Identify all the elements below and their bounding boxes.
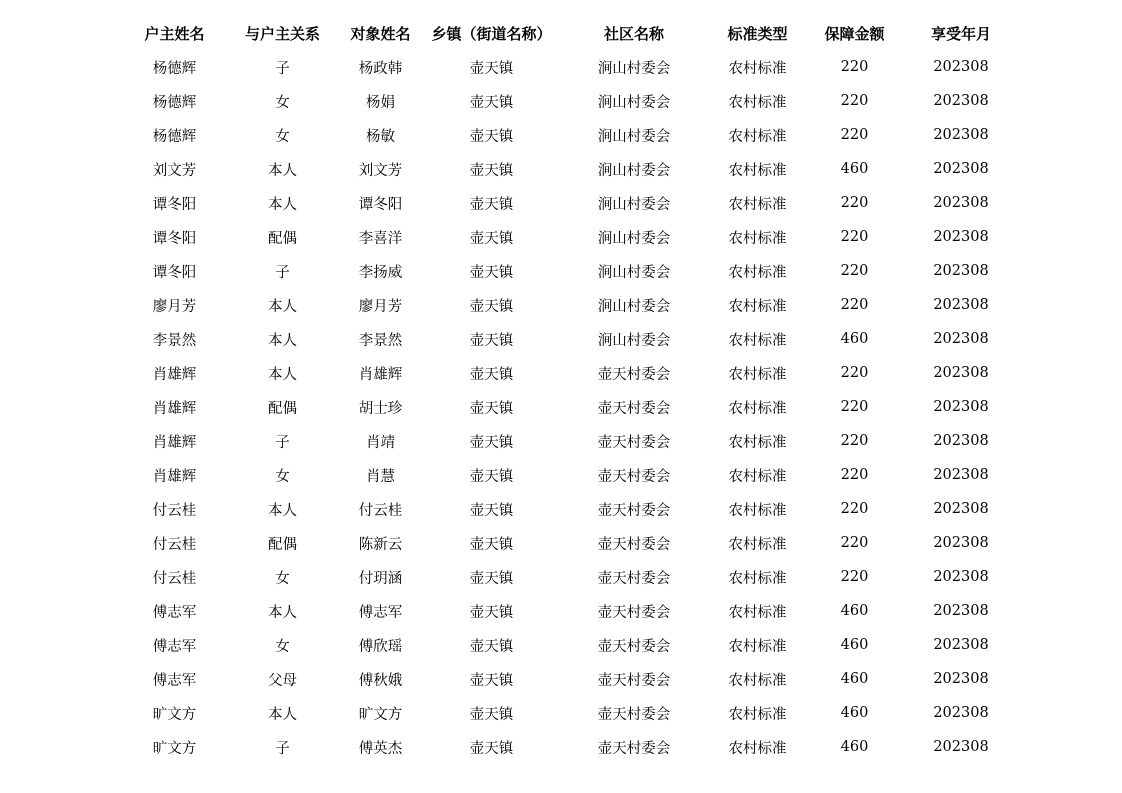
cell-household-head-name: 傅志军 xyxy=(152,604,197,621)
cell-standard-type: 农村标准 xyxy=(728,740,787,757)
cell-standard-type: 农村标准 xyxy=(728,706,787,723)
cell-township: 壶天镇 xyxy=(469,740,514,757)
cell-recipient-name: 廖月芳 xyxy=(358,298,403,315)
header-row xyxy=(118,16,1016,50)
table-row xyxy=(118,186,1016,220)
cell-community-name: 壶天村委会 xyxy=(597,672,671,689)
cell-household-head-name: 傅志军 xyxy=(152,638,197,655)
cell-recipient-name: 肖慧 xyxy=(366,468,395,485)
cell-standard-type: 农村标准 xyxy=(728,162,787,179)
cell-township: 壶天镇 xyxy=(469,604,514,621)
column-header-standard-type: 标准类型 xyxy=(727,24,788,43)
cell-benefit-amount: 460 xyxy=(840,603,869,619)
cell-recipient-name: 傅秋娥 xyxy=(358,672,403,689)
cell-relation-to-head: 本人 xyxy=(268,298,297,315)
cell-standard-type: 农村标准 xyxy=(728,94,787,111)
cell-standard-type: 农村标准 xyxy=(728,502,787,519)
cell-household-head-name: 付云桂 xyxy=(152,570,197,587)
table-row xyxy=(118,356,1016,390)
cell-standard-type: 农村标准 xyxy=(728,332,787,349)
cell-benefit-month: 202308 xyxy=(933,331,989,347)
cell-benefit-amount: 460 xyxy=(840,739,869,755)
cell-benefit-amount: 460 xyxy=(840,637,869,653)
cell-recipient-name: 李扬威 xyxy=(358,264,403,281)
cell-township: 壶天镇 xyxy=(469,60,514,77)
cell-standard-type: 农村标准 xyxy=(728,570,787,587)
cell-recipient-name: 肖雄辉 xyxy=(358,366,403,383)
cell-benefit-month: 202308 xyxy=(933,569,989,585)
cell-benefit-amount: 220 xyxy=(840,501,869,517)
cell-benefit-amount: 220 xyxy=(840,195,869,211)
cell-community-name: 壶天村委会 xyxy=(597,740,671,757)
cell-household-head-name: 肖雄辉 xyxy=(152,434,197,451)
cell-community-name: 壶天村委会 xyxy=(597,536,671,553)
cell-household-head-name: 谭冬阳 xyxy=(152,264,197,281)
cell-community-name: 涧山村委会 xyxy=(597,60,671,77)
cell-community-name: 涧山村委会 xyxy=(597,196,671,213)
cell-benefit-amount: 220 xyxy=(840,59,869,75)
cell-benefit-amount: 220 xyxy=(840,433,869,449)
cell-benefit-month: 202308 xyxy=(933,671,989,687)
cell-household-head-name: 谭冬阳 xyxy=(152,230,197,247)
cell-standard-type: 农村标准 xyxy=(728,672,787,689)
cell-standard-type: 农村标准 xyxy=(728,128,787,145)
cell-recipient-name: 傅志军 xyxy=(358,604,403,621)
table-row xyxy=(118,662,1016,696)
cell-household-head-name: 旷文方 xyxy=(152,740,197,757)
table-row xyxy=(118,152,1016,186)
table-row xyxy=(118,220,1016,254)
cell-household-head-name: 傅志军 xyxy=(152,672,197,689)
cell-relation-to-head: 本人 xyxy=(268,196,297,213)
cell-relation-to-head: 配偶 xyxy=(268,230,297,247)
cell-recipient-name: 李喜洋 xyxy=(358,230,403,247)
cell-community-name: 涧山村委会 xyxy=(597,230,671,247)
cell-community-name: 涧山村委会 xyxy=(597,264,671,281)
cell-standard-type: 农村标准 xyxy=(728,536,787,553)
table-row xyxy=(118,424,1016,458)
cell-community-name: 壶天村委会 xyxy=(597,400,671,417)
table-row xyxy=(118,254,1016,288)
column-header-township: 乡镇（街道名称） xyxy=(431,24,552,43)
cell-benefit-month: 202308 xyxy=(933,365,989,381)
cell-recipient-name: 傅欣瑶 xyxy=(358,638,403,655)
column-header-recipient-name: 对象姓名 xyxy=(350,24,411,43)
cell-standard-type: 农村标准 xyxy=(728,298,787,315)
cell-benefit-month: 202308 xyxy=(933,433,989,449)
cell-household-head-name: 刘文芳 xyxy=(152,162,197,179)
cell-household-head-name: 付云桂 xyxy=(152,536,197,553)
cell-township: 壶天镇 xyxy=(469,264,514,281)
cell-relation-to-head: 子 xyxy=(275,264,290,281)
cell-benefit-month: 202308 xyxy=(933,127,989,143)
cell-recipient-name: 付云桂 xyxy=(358,502,403,519)
cell-benefit-amount: 220 xyxy=(840,467,869,483)
table-row xyxy=(118,730,1016,764)
cell-standard-type: 农村标准 xyxy=(728,400,787,417)
cell-benefit-month: 202308 xyxy=(933,467,989,483)
table-row xyxy=(118,50,1016,84)
cell-township: 壶天镇 xyxy=(469,570,514,587)
cell-benefit-amount: 220 xyxy=(840,263,869,279)
cell-benefit-amount: 220 xyxy=(840,229,869,245)
cell-household-head-name: 肖雄辉 xyxy=(152,366,197,383)
cell-community-name: 涧山村委会 xyxy=(597,162,671,179)
cell-recipient-name: 谭冬阳 xyxy=(358,196,403,213)
cell-relation-to-head: 女 xyxy=(275,128,290,145)
cell-recipient-name: 陈新云 xyxy=(358,536,403,553)
cell-relation-to-head: 本人 xyxy=(268,162,297,179)
cell-relation-to-head: 子 xyxy=(275,740,290,757)
benefit-roster-table xyxy=(118,16,1016,764)
cell-community-name: 涧山村委会 xyxy=(597,298,671,315)
cell-benefit-month: 202308 xyxy=(933,399,989,415)
cell-benefit-month: 202308 xyxy=(933,535,989,551)
cell-relation-to-head: 父母 xyxy=(268,672,297,689)
table-row xyxy=(118,458,1016,492)
cell-benefit-amount: 220 xyxy=(840,127,869,143)
cell-township: 壶天镇 xyxy=(469,162,514,179)
cell-household-head-name: 旷文方 xyxy=(152,706,197,723)
cell-relation-to-head: 本人 xyxy=(268,502,297,519)
cell-township: 壶天镇 xyxy=(469,706,514,723)
table-header xyxy=(118,16,1016,50)
cell-household-head-name: 杨德辉 xyxy=(152,128,197,145)
cell-benefit-month: 202308 xyxy=(933,229,989,245)
cell-recipient-name: 胡士珍 xyxy=(358,400,403,417)
table-row xyxy=(118,118,1016,152)
cell-community-name: 壶天村委会 xyxy=(597,468,671,485)
cell-township: 壶天镇 xyxy=(469,502,514,519)
cell-township: 壶天镇 xyxy=(469,196,514,213)
cell-community-name: 壶天村委会 xyxy=(597,502,671,519)
cell-community-name: 涧山村委会 xyxy=(597,94,671,111)
cell-household-head-name: 付云桂 xyxy=(152,502,197,519)
cell-household-head-name: 谭冬阳 xyxy=(152,196,197,213)
cell-recipient-name: 刘文芳 xyxy=(358,162,403,179)
table-row xyxy=(118,492,1016,526)
cell-benefit-amount: 460 xyxy=(840,705,869,721)
cell-relation-to-head: 子 xyxy=(275,60,290,77)
table-row xyxy=(118,84,1016,118)
cell-community-name: 壶天村委会 xyxy=(597,638,671,655)
cell-relation-to-head: 女 xyxy=(275,638,290,655)
cell-relation-to-head: 女 xyxy=(275,570,290,587)
cell-community-name: 涧山村委会 xyxy=(597,128,671,145)
cell-benefit-amount: 220 xyxy=(840,535,869,551)
cell-benefit-amount: 460 xyxy=(840,331,869,347)
cell-household-head-name: 杨德辉 xyxy=(152,60,197,77)
table-row xyxy=(118,696,1016,730)
cell-benefit-month: 202308 xyxy=(933,161,989,177)
cell-standard-type: 农村标准 xyxy=(728,468,787,485)
cell-standard-type: 农村标准 xyxy=(728,604,787,621)
cell-benefit-amount: 220 xyxy=(840,297,869,313)
cell-township: 壶天镇 xyxy=(469,468,514,485)
column-header-relation-to-head: 与户主关系 xyxy=(244,24,320,43)
cell-township: 壶天镇 xyxy=(469,94,514,111)
cell-relation-to-head: 配偶 xyxy=(268,536,297,553)
cell-benefit-amount: 220 xyxy=(840,93,869,109)
cell-relation-to-head: 女 xyxy=(275,468,290,485)
column-header-community-name: 社区名称 xyxy=(603,24,664,43)
cell-township: 壶天镇 xyxy=(469,638,514,655)
cell-benefit-month: 202308 xyxy=(933,501,989,517)
cell-benefit-month: 202308 xyxy=(933,297,989,313)
cell-relation-to-head: 本人 xyxy=(268,604,297,621)
cell-standard-type: 农村标准 xyxy=(728,264,787,281)
cell-benefit-month: 202308 xyxy=(933,263,989,279)
cell-township: 壶天镇 xyxy=(469,400,514,417)
cell-recipient-name: 李景然 xyxy=(358,332,403,349)
cell-recipient-name: 杨娟 xyxy=(366,94,395,111)
table-row xyxy=(118,288,1016,322)
cell-community-name: 壶天村委会 xyxy=(597,434,671,451)
cell-township: 壶天镇 xyxy=(469,434,514,451)
cell-benefit-amount: 220 xyxy=(840,569,869,585)
cell-benefit-month: 202308 xyxy=(933,603,989,619)
cell-recipient-name: 旷文方 xyxy=(358,706,403,723)
cell-recipient-name: 杨政韩 xyxy=(358,60,403,77)
cell-household-head-name: 杨德辉 xyxy=(152,94,197,111)
cell-recipient-name: 付玥涵 xyxy=(358,570,403,587)
table-row xyxy=(118,322,1016,356)
cell-recipient-name: 杨敏 xyxy=(366,128,395,145)
cell-relation-to-head: 子 xyxy=(275,434,290,451)
cell-benefit-month: 202308 xyxy=(933,739,989,755)
cell-standard-type: 农村标准 xyxy=(728,196,787,213)
cell-community-name: 壶天村委会 xyxy=(597,604,671,621)
column-header-household-head-name: 户主姓名 xyxy=(144,24,205,43)
table-body xyxy=(118,50,1016,764)
cell-benefit-amount: 220 xyxy=(840,365,869,381)
cell-household-head-name: 肖雄辉 xyxy=(152,468,197,485)
column-header-benefit-month: 享受年月 xyxy=(930,24,991,43)
cell-relation-to-head: 女 xyxy=(275,94,290,111)
cell-recipient-name: 傅英杰 xyxy=(358,740,403,757)
cell-household-head-name: 李景然 xyxy=(152,332,197,349)
cell-benefit-month: 202308 xyxy=(933,195,989,211)
table-row xyxy=(118,594,1016,628)
cell-relation-to-head: 本人 xyxy=(268,366,297,383)
cell-benefit-amount: 220 xyxy=(840,399,869,415)
cell-community-name: 涧山村委会 xyxy=(597,332,671,349)
cell-benefit-month: 202308 xyxy=(933,637,989,653)
cell-household-head-name: 肖雄辉 xyxy=(152,400,197,417)
cell-community-name: 壶天村委会 xyxy=(597,570,671,587)
cell-household-head-name: 廖月芳 xyxy=(152,298,197,315)
cell-township: 壶天镇 xyxy=(469,536,514,553)
cell-benefit-amount: 460 xyxy=(840,161,869,177)
cell-benefit-month: 202308 xyxy=(933,59,989,75)
cell-recipient-name: 肖靖 xyxy=(366,434,395,451)
cell-relation-to-head: 本人 xyxy=(268,332,297,349)
table-row xyxy=(118,526,1016,560)
cell-relation-to-head: 本人 xyxy=(268,706,297,723)
cell-township: 壶天镇 xyxy=(469,672,514,689)
cell-township: 壶天镇 xyxy=(469,230,514,247)
table-row xyxy=(118,628,1016,662)
cell-community-name: 壶天村委会 xyxy=(597,706,671,723)
cell-township: 壶天镇 xyxy=(469,366,514,383)
cell-standard-type: 农村标准 xyxy=(728,60,787,77)
cell-standard-type: 农村标准 xyxy=(728,230,787,247)
cell-benefit-month: 202308 xyxy=(933,93,989,109)
cell-standard-type: 农村标准 xyxy=(728,434,787,451)
cell-township: 壶天镇 xyxy=(469,332,514,349)
column-header-benefit-amount: 保障金额 xyxy=(824,24,885,43)
cell-benefit-month: 202308 xyxy=(933,705,989,721)
table-row xyxy=(118,560,1016,594)
cell-township: 壶天镇 xyxy=(469,298,514,315)
cell-standard-type: 农村标准 xyxy=(728,638,787,655)
cell-relation-to-head: 配偶 xyxy=(268,400,297,417)
cell-benefit-amount: 460 xyxy=(840,671,869,687)
table-row xyxy=(118,390,1016,424)
cell-township: 壶天镇 xyxy=(469,128,514,145)
cell-community-name: 壶天村委会 xyxy=(597,366,671,383)
cell-standard-type: 农村标准 xyxy=(728,366,787,383)
